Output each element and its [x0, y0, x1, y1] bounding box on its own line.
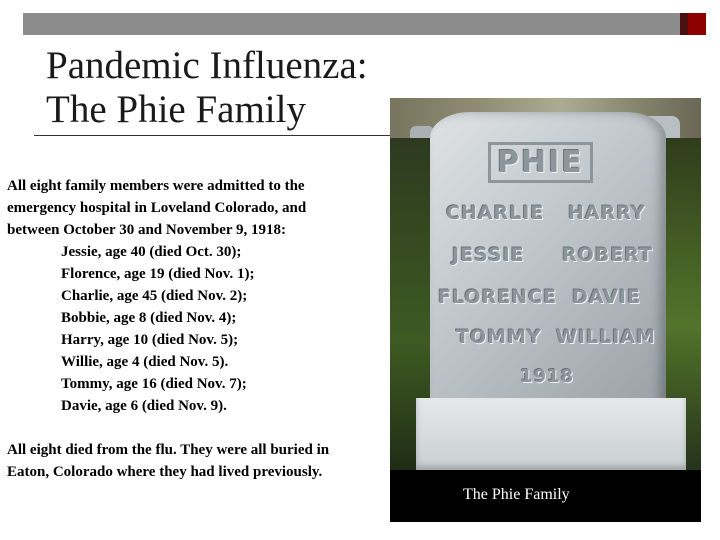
engraved-name: CHARLIE — [446, 202, 545, 224]
title-line-1: Pandemic Influenza: — [46, 44, 368, 87]
list-item: Davie, age 6 (died Nov. 9). — [61, 398, 227, 414]
top-decorative-bar — [23, 13, 685, 35]
title-underline — [34, 135, 392, 136]
engraved-family-name: PHIE — [488, 142, 593, 183]
engraved-name: JESSIE — [452, 244, 525, 266]
list-item: Tommy, age 16 (died Nov. 7); — [61, 376, 247, 392]
engraved-name: TOMMY — [456, 326, 542, 348]
engraved-year: 1918 — [520, 366, 575, 387]
engraved-name: ROBERT — [562, 244, 653, 266]
intro-paragraph: All eight family members were admitted to the emergency hospital in Loveland Colorado, and between October 30 and November 9, 1918: — [7, 178, 307, 238]
engraved-name: FLORENCE — [438, 286, 557, 308]
engraved-name: WILLIAM — [556, 326, 656, 348]
slide-title — [46, 44, 368, 132]
list-item: Willie, age 4 (died Nov. 5). — [61, 354, 229, 370]
closing-paragraph: All eight died from the flu. They were all buried in Eaton, Colorado where they had lived previously. — [7, 442, 330, 480]
engraved-name: HARRY — [568, 202, 646, 224]
list-item: Harry, age 10 (died Nov. 5); — [61, 332, 239, 348]
engraved-name: DAVIE — [572, 286, 641, 308]
list-item: Charlie, age 45 (died Nov. 2); — [61, 288, 248, 304]
list-item: Jessie, age 40 (died Oct. 30); — [61, 244, 242, 260]
list-item: Florence, age 19 (died Nov. 1); — [61, 266, 255, 282]
title-line-2: The Phie Family — [46, 88, 306, 131]
slide-body — [7, 175, 347, 483]
gravestone-photo — [390, 98, 701, 522]
list-item: Bobbie, age 8 (died Nov. 4); — [61, 310, 237, 326]
headstone-base — [416, 398, 686, 470]
top-bar-divider — [680, 13, 688, 35]
photo-caption: The Phie Family — [457, 481, 635, 515]
member-list — [7, 241, 347, 417]
top-accent-square — [688, 13, 706, 35]
